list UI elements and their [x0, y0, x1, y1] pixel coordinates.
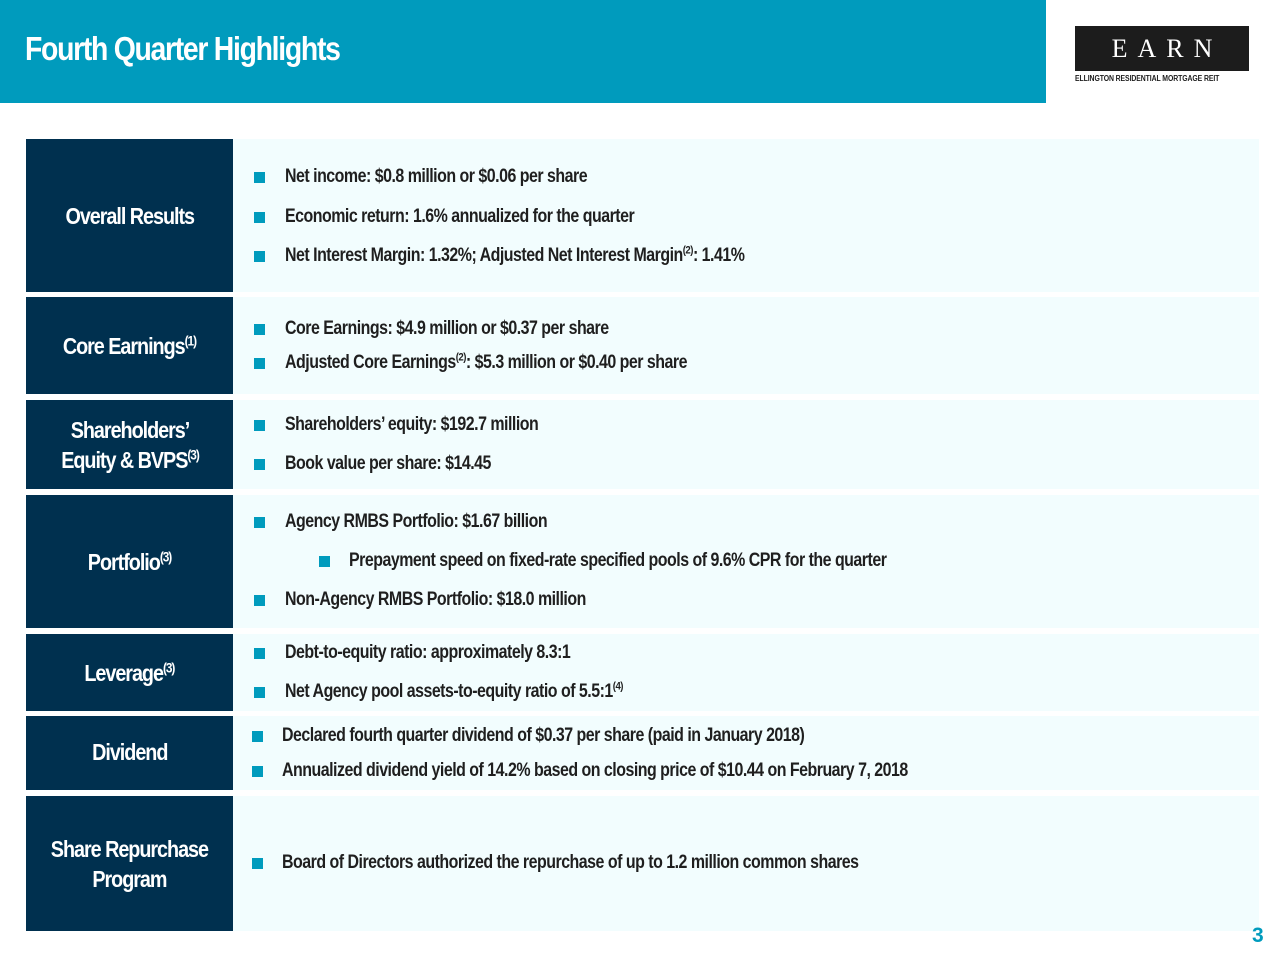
bullet-adjusted-core-earnings [285, 352, 687, 374]
bullet-board-authorization: Board of Directors authorized the repurchase of up to 1.2 million common shares [282, 852, 859, 873]
bullet-text: Adjusted Core Earnings [285, 352, 456, 373]
label-line-1: Share Repurchase [50, 835, 209, 862]
bullet-square-icon [254, 420, 265, 431]
bullet-text: : $5.3 million or $0.40 per share [465, 352, 688, 373]
section-shareholders-equity [26, 400, 1259, 489]
bullet-debt-to-equity: Debt-to-equity ratio: approximately 8.3:1 [285, 642, 571, 663]
footnote-ref: (1) [184, 332, 197, 348]
section-label [26, 495, 233, 628]
bullet-dividend-yield: Annualized dividend yield of 14.2% based on closing price of $10.44 on February 7, 2018 [282, 760, 908, 781]
bullet-square-icon [254, 459, 265, 470]
section-label [26, 297, 233, 394]
section-leverage [26, 634, 1259, 711]
bullet-square-icon [254, 517, 265, 528]
label-line-2: Program [92, 865, 167, 892]
section-label [26, 400, 233, 489]
page-number: 3 [1252, 924, 1264, 947]
bullet-agency-rmbs: Agency RMBS Portfolio: $1.67 billion [285, 511, 548, 532]
bullet-text: : 1.41% [692, 245, 745, 266]
bullet-book-value: Book value per share: $14.45 [285, 453, 491, 474]
bullet-square-icon [254, 251, 265, 262]
bullet-square-icon [252, 731, 263, 742]
footnote-ref: (2) [682, 244, 693, 257]
title-bar [0, 0, 1046, 103]
bullet-net-agency-pool [285, 681, 623, 703]
footnote-ref: (3) [159, 548, 172, 564]
bullet-square-icon [254, 212, 265, 223]
bullet-square-icon [254, 358, 265, 369]
footnote-ref: (2) [455, 351, 466, 364]
section-label [26, 634, 233, 711]
sub-bullet-square-icon [319, 556, 330, 567]
section-label [26, 716, 233, 790]
footnote-ref: (3) [163, 659, 175, 675]
bullet-square-icon [254, 648, 265, 659]
section-label-text [84, 658, 174, 688]
section-core-earnings [26, 297, 1259, 394]
section-label-text [61, 415, 199, 475]
label-text: Core Earnings [62, 332, 185, 359]
bullet-core-earnings: Core Earnings: $4.9 million or $0.37 per share [285, 318, 609, 339]
bullet-square-icon [254, 324, 265, 335]
section-label-text [51, 834, 208, 894]
bullet-non-agency-rmbs: Non-Agency RMBS Portfolio: $18.0 million [285, 589, 586, 610]
footnote-ref: (3) [186, 446, 199, 462]
section-label [26, 139, 233, 292]
page-title: Fourth Quarter Highlights [25, 30, 340, 67]
section-label-text [88, 547, 171, 577]
bullet-square-icon [254, 687, 265, 698]
bullet-square-icon [254, 172, 265, 183]
bullet-square-icon [252, 766, 263, 777]
bullet-square-icon [254, 595, 265, 606]
label-line-2: Equity & BVPS [60, 446, 187, 473]
bullet-square-icon [252, 858, 263, 869]
section-overall-results [26, 139, 1259, 292]
bullet-shareholders-equity: Shareholders’ equity: $192.7 million [285, 414, 539, 435]
section-label-text: Overall Results [65, 202, 194, 229]
bullet-text: Net Agency pool assets-to-equity ratio of 5.5:1 [285, 681, 613, 702]
section-label-text [63, 331, 196, 361]
label-text: Portfolio [87, 548, 160, 575]
bullet-economic-return: Economic return: 1.6% annualized for the quarter [285, 206, 635, 227]
bullet-net-interest-margin [285, 245, 744, 267]
bullet-net-income: Net income: $0.8 million or $0.06 per share [285, 166, 588, 187]
section-label-text: Dividend [91, 739, 168, 765]
logo-subtitle: ELLINGTON RESIDENTIAL MORTGAGE REIT [1075, 74, 1220, 83]
label-line-1: Shareholders’ [70, 416, 189, 443]
footnote-ref: (4) [612, 680, 623, 693]
bullet-prepayment-speed: Prepayment speed on fixed-rate specified pools of 9.6% CPR for the quarter [349, 550, 887, 571]
label-text: Leverage [84, 659, 164, 686]
section-body [233, 297, 1259, 394]
earn-logo: EARN [1075, 26, 1249, 71]
bullet-text: Net Interest Margin: 1.32%; Adjusted Net Interest Margin [285, 245, 683, 266]
section-label [26, 796, 233, 931]
bullet-declared-dividend: Declared fourth quarter dividend of $0.37 per share (paid in January 2018) [282, 725, 805, 746]
